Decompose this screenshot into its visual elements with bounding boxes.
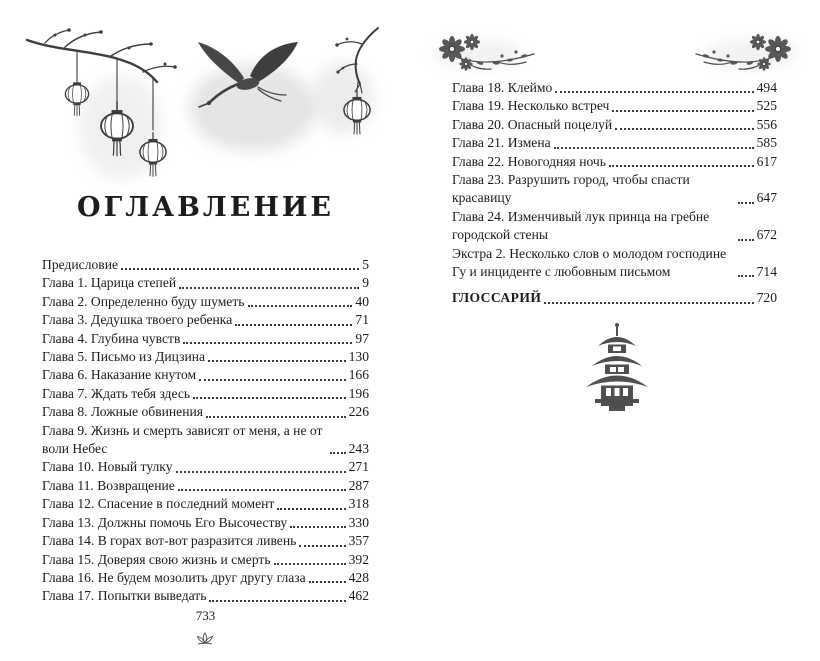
toc-entry-page: 243 <box>348 441 369 457</box>
toc-entry[interactable] <box>42 403 369 421</box>
toc-entry-page: 525 <box>756 98 777 114</box>
toc-entry[interactable] <box>42 477 369 495</box>
toc-leader-dots <box>248 305 353 307</box>
toc-entry-title: Глава 9. Жизнь и смерть зависят от меня, а не от воли Небес <box>42 422 323 457</box>
toc-entry-page: 287 <box>348 477 369 493</box>
toc-entry-title: Предисловие <box>42 257 119 272</box>
toc-leader-dots <box>544 302 753 304</box>
toc-entry[interactable] <box>42 385 369 403</box>
toc-entry-title: Глава 17. Попытки выведать <box>42 588 207 604</box>
toc-entry-title: ГЛОССАРИЙ <box>452 290 542 306</box>
toc-entry-page: 556 <box>756 116 777 132</box>
toc-entry-title: Глава 18. Клеймо <box>452 80 553 95</box>
toc-leader-dots <box>121 268 359 270</box>
toc-entry[interactable] <box>452 171 777 208</box>
toc-entry-title: Глава 23. Разрушить город, чтобы спасти красавицу <box>452 172 690 206</box>
toc-entry-page: 617 <box>756 153 777 169</box>
toc-leader-dots <box>179 287 359 289</box>
toc-entry[interactable] <box>42 293 369 311</box>
toc-entry-glossary[interactable] <box>452 289 777 307</box>
page-title: ОГЛАВЛЕНИЕ <box>77 192 334 223</box>
toc-entry[interactable] <box>42 458 369 476</box>
toc-entry[interactable] <box>452 97 777 115</box>
toc-entry-title: Глава 4. Глубина чувств <box>42 330 181 346</box>
toc-leader-dots <box>554 147 754 149</box>
toc-entry[interactable] <box>452 153 777 171</box>
lantern-crane-illustration <box>25 26 380 194</box>
toc-entry-title: Глава 3. Дедушка твоего ребенка <box>42 312 233 328</box>
toc-entry-title: Глава 8. Ложные обвинения <box>42 404 204 420</box>
toc-list-left <box>42 256 369 606</box>
toc-entry-page: 392 <box>348 551 369 567</box>
toc-entry-page: 166 <box>348 367 369 383</box>
toc-entry[interactable] <box>42 256 369 274</box>
toc-entry-title: Глава 13. Должны помочь Его Высочеству <box>42 514 288 530</box>
toc-leader-dots <box>193 397 346 399</box>
toc-entry-title: Глава 21. Измена <box>452 135 551 151</box>
toc-entry-page: 40 <box>355 293 369 309</box>
toc-entry[interactable] <box>42 532 369 550</box>
toc-entry-page: 271 <box>348 459 369 475</box>
toc-entry-page: 714 <box>756 264 777 280</box>
toc-entry-title: Глава 10. Новый тулку <box>42 459 173 475</box>
toc-entry-page: 647 <box>756 190 777 206</box>
toc-entry[interactable] <box>452 245 777 282</box>
toc-entry-page: 318 <box>348 496 369 512</box>
toc-entry-page: 494 <box>756 80 777 95</box>
toc-entry-title: Глава 15. Доверяя свою жизнь и смерть <box>42 551 271 567</box>
toc-leader-dots <box>199 379 345 381</box>
toc-entry-title: Экстра 2. Несколько слов о молодом господине Гу и инциденте с любовным письмом <box>452 245 727 280</box>
toc-leader-dots <box>206 416 346 418</box>
toc-leader-dots <box>738 202 754 204</box>
toc-entry[interactable] <box>452 134 777 152</box>
toc-leader-dots <box>738 239 754 241</box>
toc-entry[interactable] <box>42 274 369 292</box>
toc-entry-title: Глава 1. Царица степей <box>42 275 177 291</box>
toc-entry-page: 196 <box>348 385 369 401</box>
toc-leader-dots <box>274 563 346 565</box>
toc-entry-page: 720 <box>756 290 777 306</box>
toc-entry-page: 428 <box>348 569 369 585</box>
toc-entry-title: Глава 7. Ждать тебя здесь <box>42 385 191 401</box>
toc-entry[interactable] <box>452 79 777 97</box>
toc-leader-dots <box>615 128 753 130</box>
toc-leader-dots <box>738 275 754 277</box>
toc-entry-page: 672 <box>756 227 777 243</box>
toc-entry-page: 97 <box>355 330 369 346</box>
toc-leader-dots <box>208 360 346 362</box>
toc-leader-dots <box>176 471 346 473</box>
toc-entry-title: Глава 14. В горах вот-вот разразится ливень <box>42 533 297 549</box>
toc-entry-page: 357 <box>348 533 369 549</box>
toc-list-right <box>452 79 777 308</box>
toc-entry[interactable] <box>42 330 369 348</box>
toc-leader-dots <box>277 508 345 510</box>
toc-entry-title: Глава 12. Спасение в последний момент <box>42 496 275 512</box>
toc-entry[interactable] <box>452 116 777 134</box>
toc-entry-page: 585 <box>756 135 777 151</box>
pagoda-illustration <box>584 322 650 414</box>
toc-entry[interactable] <box>42 422 369 459</box>
toc-entry-page: 71 <box>355 312 369 328</box>
toc-leader-dots <box>555 91 753 93</box>
toc-entry-page: 130 <box>348 349 369 365</box>
toc-leader-dots <box>290 526 345 528</box>
toc-leader-dots <box>183 342 352 344</box>
toc-leader-dots <box>330 452 346 454</box>
toc-entry-title: Глава 22. Новогодняя ночь <box>452 153 606 169</box>
toc-entry[interactable] <box>42 348 369 366</box>
toc-leader-dots <box>309 581 346 583</box>
toc-entry[interactable] <box>42 551 369 569</box>
floral-corner-ornaments-icon <box>438 34 792 84</box>
toc-leader-dots <box>209 600 345 602</box>
toc-entry-title: Глава 24. Изменчивый лук принца на гребне городской стены <box>452 208 710 243</box>
toc-entry-page: 5 <box>362 257 369 272</box>
toc-entry[interactable] <box>42 587 369 605</box>
toc-leader-dots <box>299 545 345 547</box>
toc-entry-title: Глава 11. Возвращение <box>42 477 175 493</box>
toc-entry-title: Глава 19. Несколько встреч <box>452 98 610 114</box>
toc-leader-dots <box>609 165 754 167</box>
toc-entry-title: Глава 6. Наказание кнутом <box>42 367 197 383</box>
toc-leader-dots <box>612 110 753 112</box>
toc-entry[interactable] <box>452 208 777 245</box>
folio-page-number: 733 <box>195 608 216 623</box>
lotus-ornament-icon <box>194 631 216 645</box>
toc-entry-page: 462 <box>348 588 369 604</box>
toc-entry-title: Глава 16. Не будем мозолить друг другу глаза <box>42 569 306 585</box>
toc-entry-page: 9 <box>362 275 369 291</box>
toc-entry-page: 226 <box>348 404 369 420</box>
toc-entry[interactable] <box>42 514 369 532</box>
toc-entry-title: Глава 5. Письмо из Дицзина <box>42 349 206 365</box>
toc-entry[interactable] <box>42 495 369 513</box>
toc-leader-dots <box>178 489 346 491</box>
toc-entry-page: 330 <box>348 514 369 530</box>
toc-leader-dots <box>235 324 352 326</box>
toc-entry-title: Глава 20. Опасный поцелуй <box>452 116 613 132</box>
toc-entry-title: Глава 2. Определенно буду шуметь <box>42 293 245 309</box>
toc-entry[interactable] <box>42 311 369 329</box>
toc-entry[interactable] <box>42 569 369 587</box>
toc-entry[interactable] <box>42 366 369 384</box>
